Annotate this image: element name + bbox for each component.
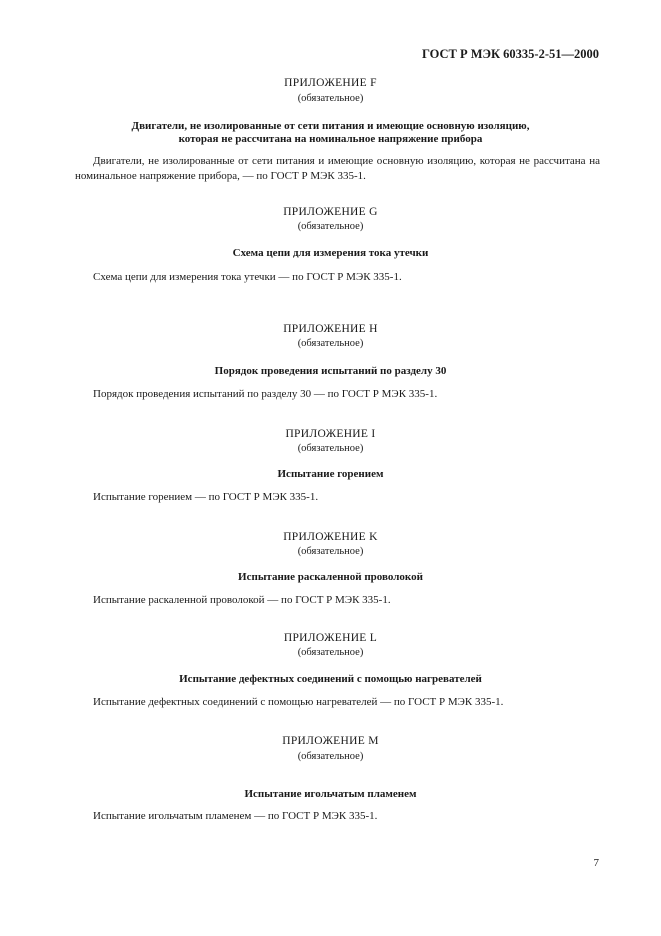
appendix-f-label: ПРИЛОЖЕНИЕ F bbox=[284, 77, 377, 89]
appendix-m-status: (обязательное) bbox=[297, 751, 364, 762]
appendix-f-text: Двигатели, не изолированные от сети питания и имеющие основную изоляцию, которая не рассчитана на номинальное напряжение прибора, — по ГОСТ Р МЭК 335-1. bbox=[75, 155, 600, 182]
appendix-k-text: Испытание раскаленной проволокой — по ГОСТ Р МЭК 335-1. bbox=[93, 594, 391, 606]
appendix-l-status: (обязательное) bbox=[297, 647, 364, 658]
appendix-i-text: Испытание горением — по ГОСТ Р МЭК 335-1. bbox=[93, 491, 319, 503]
appendix-m-title: Испытание игольчатым пламенем bbox=[244, 788, 417, 800]
page-number: 7 bbox=[593, 857, 599, 869]
appendix-h-status: (обязательное) bbox=[297, 338, 364, 349]
appendix-g-status: (обязательное) bbox=[297, 221, 364, 232]
appendix-f-status: (обязательное) bbox=[297, 93, 364, 104]
appendix-l-text: Испытание дефектных соединений с помощью нагревателей — по ГОСТ Р МЭК 335-1. bbox=[93, 696, 504, 708]
appendix-i-status: (обязательное) bbox=[297, 443, 364, 454]
appendix-k-label: ПРИЛОЖЕНИЕ K bbox=[283, 531, 378, 543]
appendix-f-title-line2: которая не рассчитана на номинальное напряжение прибора bbox=[178, 133, 483, 145]
appendix-m-label: ПРИЛОЖЕНИЕ M bbox=[282, 735, 379, 747]
document-header: ГОСТ Р МЭК 60335-2-51—2000 bbox=[421, 47, 599, 61]
appendix-l-title: Испытание дефектных соединений с помощью нагревателей bbox=[179, 673, 482, 685]
appendix-m-text: Испытание игольчатым пламенем — по ГОСТ Р МЭК 335-1. bbox=[93, 810, 378, 822]
appendix-h-title: Порядок проведения испытаний по разделу 30 bbox=[214, 365, 447, 377]
appendix-g-text: Схема цепи для измерения тока утечки — по ГОСТ Р МЭК 335-1. bbox=[93, 271, 402, 283]
appendix-i-label: ПРИЛОЖЕНИЕ I bbox=[285, 428, 376, 440]
appendix-l-label: ПРИЛОЖЕНИЕ L bbox=[283, 632, 378, 644]
appendix-k-status: (обязательное) bbox=[297, 546, 364, 557]
appendix-h-text: Порядок проведения испытаний по разделу 30 — по ГОСТ Р МЭК 335-1. bbox=[93, 388, 438, 400]
appendix-g-title: Схема цепи для измерения тока утечки bbox=[232, 247, 429, 259]
appendix-k-title: Испытание раскаленной проволокой bbox=[238, 571, 423, 583]
appendix-g-label: ПРИЛОЖЕНИЕ G bbox=[283, 206, 378, 218]
appendix-i-title: Испытание горением bbox=[277, 468, 384, 480]
appendix-f-title-line1: Двигатели, не изолированные от сети питания и имеющие основную изоляцию, bbox=[131, 120, 530, 132]
appendix-h-label: ПРИЛОЖЕНИЕ H bbox=[283, 323, 378, 335]
